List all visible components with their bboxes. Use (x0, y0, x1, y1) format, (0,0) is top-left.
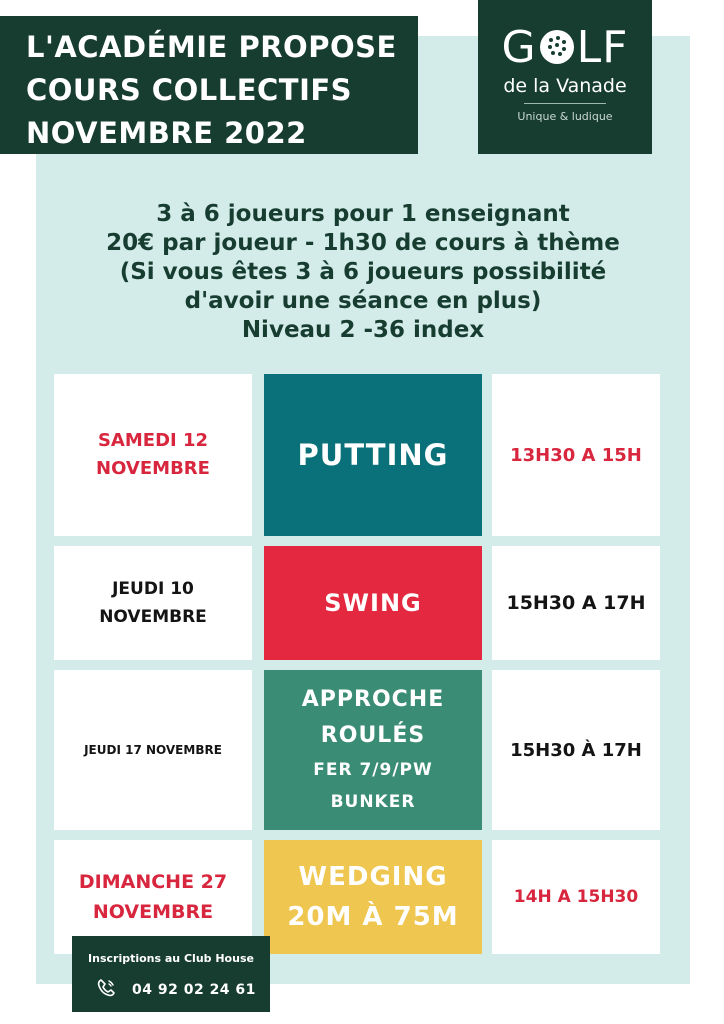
session-date-cell (54, 670, 252, 830)
session-time: 15H30 À 17H (510, 739, 642, 761)
logo-subtitle: de la Vanade (503, 75, 627, 97)
logo-divider (524, 103, 606, 104)
session-time: 13H30 A 15H (510, 444, 642, 466)
logo-tagline: Unique & ludique (517, 110, 613, 123)
intro-line-3: (Si vous êtes 3 à 6 joueurs possibilité (119, 259, 607, 285)
session-time-cell (492, 546, 660, 660)
session-date: JEUDI 10 NOVEMBRE (99, 579, 207, 627)
intro-line-4: d'avoir une séance en plus) (184, 288, 542, 314)
title-line-1: L'ACADÉMIE PROPOSE (26, 30, 397, 64)
session-date-cell (54, 374, 252, 536)
session-date: JEUDI 17 NOVEMBRE (84, 743, 222, 757)
phone-number[interactable]: 04 92 02 24 61 (132, 982, 256, 998)
registration-footer (72, 936, 270, 1012)
session-topic-line: 20M À 75M (287, 902, 459, 932)
session-time-cell (492, 670, 660, 830)
session-date-cell (54, 546, 252, 660)
logo-wordmark: G LF (501, 22, 629, 73)
session-date: DIMANCHE 27 NOVEMBRE (78, 871, 228, 923)
registration-label: Inscriptions au Club House (88, 952, 254, 965)
session-topic: PUTTING (297, 438, 449, 472)
session-topic-line: APPROCHE (301, 687, 445, 712)
session-topic-line: ROULÉS (320, 723, 426, 748)
phone-icon (96, 978, 116, 998)
session-topic-cell (264, 670, 482, 830)
title-line-3: NOVEMBRE 2022 (26, 116, 307, 150)
intro-line-2: 20€ par joueur - 1h30 de cours à thème (106, 230, 620, 256)
session-topic-cell (264, 840, 482, 954)
session-topic: SWING (324, 589, 422, 617)
title-line-2: COURS COLLECTIFS (26, 73, 353, 107)
intro-line-1: 3 à 6 joueurs pour 1 enseignant (156, 201, 570, 227)
session-topic-cell (264, 374, 482, 536)
intro-line-5: Niveau 2 -36 index (241, 317, 485, 343)
session-topic-line: FER 7/9/PW (313, 760, 433, 780)
session-date: SAMEDI 12 NOVEMBRE (96, 430, 210, 479)
session-time: 15H30 A 17H (506, 592, 646, 614)
session-topic-line: WEDGING (298, 862, 448, 892)
session-time: 14H A 15H30 (513, 887, 639, 907)
golf-ball-icon (538, 28, 576, 66)
title-banner (0, 16, 418, 154)
golf-logo (478, 0, 652, 154)
session-topic-line: BUNKER (330, 792, 416, 812)
intro-text (36, 200, 690, 345)
session-time-cell (492, 374, 660, 536)
session-topic-cell (264, 546, 482, 660)
session-time-cell (492, 840, 660, 954)
